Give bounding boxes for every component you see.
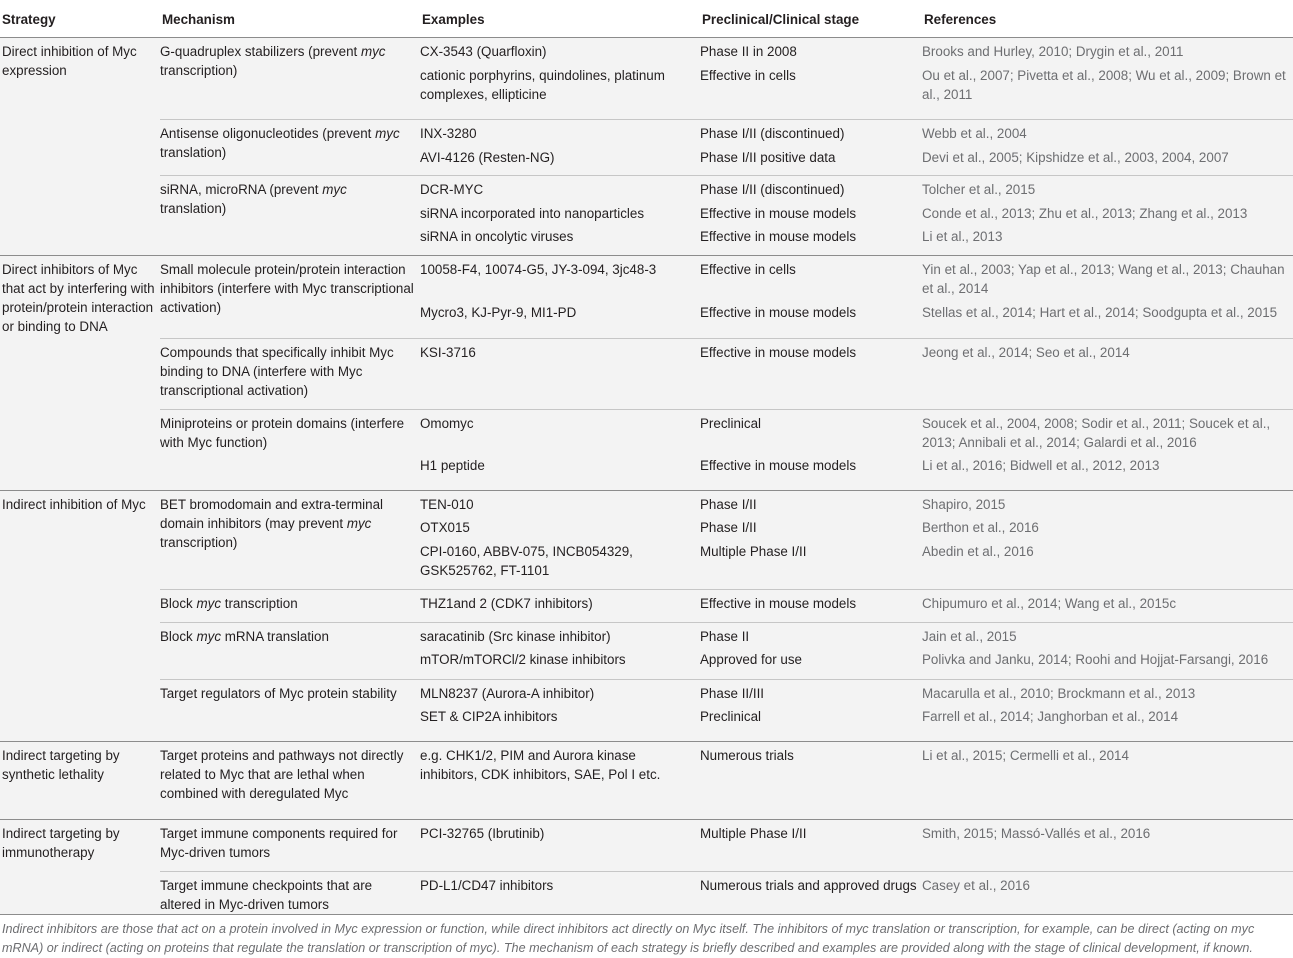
example-cell: PCI-32765 (Ibrutinib) — [420, 820, 700, 872]
stage-cell: Phase II in 2008 — [700, 38, 922, 62]
table-row — [0, 490, 1293, 514]
mechanism-cell — [160, 490, 420, 590]
mechanism-text: Compounds that specifically inhibit Myc binding to DNA (interfere with Myc transcriptional activation) — [160, 345, 394, 398]
mechanism-text: G-quadruplex stabilizers (prevent myc transcription) — [160, 44, 386, 78]
stage-cell: Phase I/II (discontinued) — [700, 120, 922, 144]
references-cell: Shapiro, 2015 — [922, 490, 1293, 514]
stage-cell: Effective in mouse models — [700, 452, 922, 490]
references-cell: Li et al., 2013 — [922, 223, 1293, 256]
table-row — [0, 120, 1293, 144]
example-cell: INX-3280 — [420, 120, 700, 144]
references-cell: Tolcher et al., 2015 — [922, 176, 1293, 200]
example-cell: saracatinib (Src kinase inhibitor) — [420, 623, 700, 647]
stage-cell: Phase I/II (discontinued) — [700, 176, 922, 200]
references-cell: Berthon et al., 2016 — [922, 514, 1293, 538]
references-cell: Farrell et al., 2014; Janghorban et al., 2014 — [922, 703, 1293, 742]
example-cell: 10058-F4, 10074-G5, JY-3-094, 3jc48-3 — [420, 256, 700, 299]
mechanism-cell — [160, 256, 420, 339]
stage-cell: Phase II — [700, 623, 922, 647]
header-mechanism: Mechanism — [160, 1, 420, 38]
mechanism-cell — [160, 339, 420, 410]
example-cell: Omomyc — [420, 410, 700, 453]
mechanism-text: Antisense oligonucleotides (prevent myc translation) — [160, 126, 400, 160]
stage-cell: Phase I/II — [700, 490, 922, 514]
stage-cell: Effective in mouse models — [700, 200, 922, 223]
gene-name-italic: myc — [375, 126, 400, 141]
mechanism-cell — [160, 120, 420, 176]
table-row — [0, 623, 1293, 647]
header-strategy: Strategy — [0, 1, 160, 38]
stage-cell: Preclinical — [700, 410, 922, 453]
table-header — [0, 1, 1293, 38]
example-cell: KSI-3716 — [420, 339, 700, 410]
example-cell: e.g. CHK1/2, PIM and Aurora kinase inhibitors, CDK inhibitors, SAE, Pol I etc. — [420, 742, 700, 820]
stage-cell: Numerous trials and approved drugs — [700, 872, 922, 915]
strategy-cell: Direct inhibition of Myc expression — [0, 38, 160, 256]
strategy-cell: Indirect targeting by synthetic lethality — [0, 742, 160, 820]
references-cell: Jeong et al., 2014; Seo et al., 2014 — [922, 339, 1293, 410]
strategy-cell: Indirect inhibition of Myc — [0, 490, 160, 742]
mechanism-text: Target proteins and pathways not directly related to Myc that are lethal when combined with deregulated Myc — [160, 748, 404, 801]
example-cell: CX-3543 (Quarfloxin) — [420, 38, 700, 62]
references-cell: Soucek et al., 2004, 2008; Sodir et al., 2011; Soucek et al., 2013; Annibali et al., 2014; Galardi et al., 2016 — [922, 410, 1293, 453]
table-row — [0, 410, 1293, 453]
references-cell: Polivka and Janku, 2014; Roohi and Hojjat-Farsangi, 2016 — [922, 646, 1293, 679]
stage-cell: Effective in mouse models — [700, 223, 922, 256]
table-row — [0, 590, 1293, 623]
header-row — [0, 1, 1293, 38]
gene-name-italic: myc — [360, 44, 386, 59]
table-footnote: Indirect inhibitors are those that act on a protein involved in Myc expression or function, while direct inhibitors act directly on Myc itself. The inhibitors of myc translation or transcription, for example, can be direct (acting on myc mRNA) or indirect (acting on proteins that regulate the translation or transcription of myc). The mechanism of each strategy is briefly described and examples are provided along with the stage of clinical development, if known. — [2, 922, 1255, 955]
example-cell: siRNA in oncolytic viruses — [420, 223, 700, 256]
stage-cell: Multiple Phase I/II — [700, 538, 922, 590]
example-cell: AVI-4126 (Resten-NG) — [420, 144, 700, 176]
stage-cell: Phase II/III — [700, 679, 922, 703]
references-cell: Macarulla et al., 2010; Brockmann et al., 2013 — [922, 679, 1293, 703]
mechanism-text: Target immune components required for Myc-driven tumors — [160, 826, 398, 860]
stage-cell: Effective in mouse models — [700, 339, 922, 410]
mechanism-text: BET bromodomain and extra-terminal domain inhibitors (may prevent myc transcription) — [160, 496, 384, 550]
references-cell: Conde et al., 2013; Zhu et al., 2013; Zhang et al., 2013 — [922, 200, 1293, 223]
strategy-cell: Indirect targeting by immunotherapy — [0, 820, 160, 915]
references-cell: Brooks and Hurley, 2010; Drygin et al., 2011 — [922, 38, 1293, 62]
stage-cell: Approved for use — [700, 646, 922, 679]
example-cell: DCR-MYC — [420, 176, 700, 200]
mechanism-cell — [160, 679, 420, 742]
gene-name-italic: myc — [196, 596, 222, 611]
example-cell: siRNA incorporated into nanoparticles — [420, 200, 700, 223]
example-cell: cationic porphyrins, quindolines, platinum complexes, ellipticine — [420, 62, 700, 120]
gene-name-italic: myc — [196, 629, 222, 644]
header-stage: Preclinical/Clinical stage — [700, 1, 922, 38]
table-row — [0, 742, 1293, 820]
table-row — [0, 176, 1293, 200]
table-body — [0, 38, 1293, 915]
references-cell: Yin et al., 2003; Yap et al., 2013; Wang et al., 2013; Chauhan et al., 2014 — [922, 256, 1293, 299]
table-row — [0, 820, 1293, 872]
references-cell: Smith, 2015; Massó-Vallés et al., 2016 — [922, 820, 1293, 872]
references-cell: Li et al., 2016; Bidwell et al., 2012, 2013 — [922, 452, 1293, 490]
mechanism-cell — [160, 590, 420, 623]
stage-cell: Preclinical — [700, 703, 922, 742]
gene-name-italic: myc — [322, 182, 347, 197]
header-references: References — [922, 1, 1293, 38]
mechanism-text: Miniproteins or protein domains (interfere with Myc function) — [160, 416, 405, 450]
stage-cell: Phase I/II — [700, 514, 922, 538]
stage-cell: Multiple Phase I/II — [700, 820, 922, 872]
example-cell: H1 peptide — [420, 452, 700, 490]
references-cell: Stellas et al., 2014; Hart et al., 2014; Soodgupta et al., 2015 — [922, 299, 1293, 339]
example-cell: CPI-0160, ABBV-075, INCB054329, GSK525762, FT-1101 — [420, 538, 700, 590]
example-cell: SET & CIP2A inhibitors — [420, 703, 700, 742]
mechanism-text: Target regulators of Myc protein stability — [160, 685, 397, 701]
references-cell: Abedin et al., 2016 — [922, 538, 1293, 590]
mechanism-cell — [160, 623, 420, 680]
gene-name-italic: myc — [346, 515, 372, 531]
table-row — [0, 679, 1293, 703]
mechanism-text: Block myc mRNA translation — [160, 629, 329, 644]
references-cell: Ou et al., 2007; Pivetta et al., 2008; Wu et al., 2009; Brown et al., 2011 — [922, 62, 1293, 120]
table-row — [0, 256, 1293, 299]
stage-cell: Numerous trials — [700, 742, 922, 820]
references-cell: Jain et al., 2015 — [922, 623, 1293, 647]
stage-cell: Effective in cells — [700, 62, 922, 120]
example-cell: MLN8237 (Aurora-A inhibitor) — [420, 679, 700, 703]
mechanism-cell — [160, 410, 420, 491]
references-cell: Webb et al., 2004 — [922, 120, 1293, 144]
mechanism-text: Small molecule protein/protein interaction inhibitors (interfere with Myc transcriptional activation) — [160, 262, 414, 315]
example-cell: TEN-010 — [420, 490, 700, 514]
table-row — [0, 872, 1293, 915]
mechanism-text: siRNA, microRNA (prevent myc translation) — [160, 182, 347, 216]
example-cell: OTX015 — [420, 514, 700, 538]
mechanism-cell — [160, 742, 420, 820]
example-cell: PD-L1/CD47 inhibitors — [420, 872, 700, 915]
stage-cell: Effective in cells — [700, 256, 922, 299]
mechanism-cell — [160, 176, 420, 256]
references-cell: Li et al., 2015; Cermelli et al., 2014 — [922, 742, 1293, 820]
example-cell: Mycro3, KJ-Pyr-9, MI1-PD — [420, 299, 700, 339]
mechanism-cell — [160, 872, 420, 915]
stage-cell: Effective in mouse models — [700, 299, 922, 339]
stage-cell: Phase I/II positive data — [700, 144, 922, 176]
references-cell: Casey et al., 2016 — [922, 872, 1293, 915]
strategy-cell: Direct inhibitors of Myc that act by interfering with protein/protein interaction or binding to DNA — [0, 256, 160, 491]
table-row — [0, 38, 1293, 62]
table-row — [0, 339, 1293, 410]
mechanism-text: Target immune checkpoints that are altered in Myc-driven tumors — [160, 878, 373, 912]
stage-cell: Effective in mouse models — [700, 590, 922, 623]
mechanism-cell — [160, 38, 420, 120]
references-cell: Chipumuro et al., 2014; Wang et al., 2015c — [922, 590, 1293, 623]
example-cell: mTOR/mTORCl/2 kinase inhibitors — [420, 646, 700, 679]
header-examples: Examples — [420, 1, 700, 38]
mechanism-cell — [160, 820, 420, 872]
mechanism-text: Block myc transcription — [160, 596, 298, 611]
example-cell: THZ1and 2 (CDK7 inhibitors) — [420, 590, 700, 623]
references-cell: Devi et al., 2005; Kipshidze et al., 2003, 2004, 2007 — [922, 144, 1293, 176]
